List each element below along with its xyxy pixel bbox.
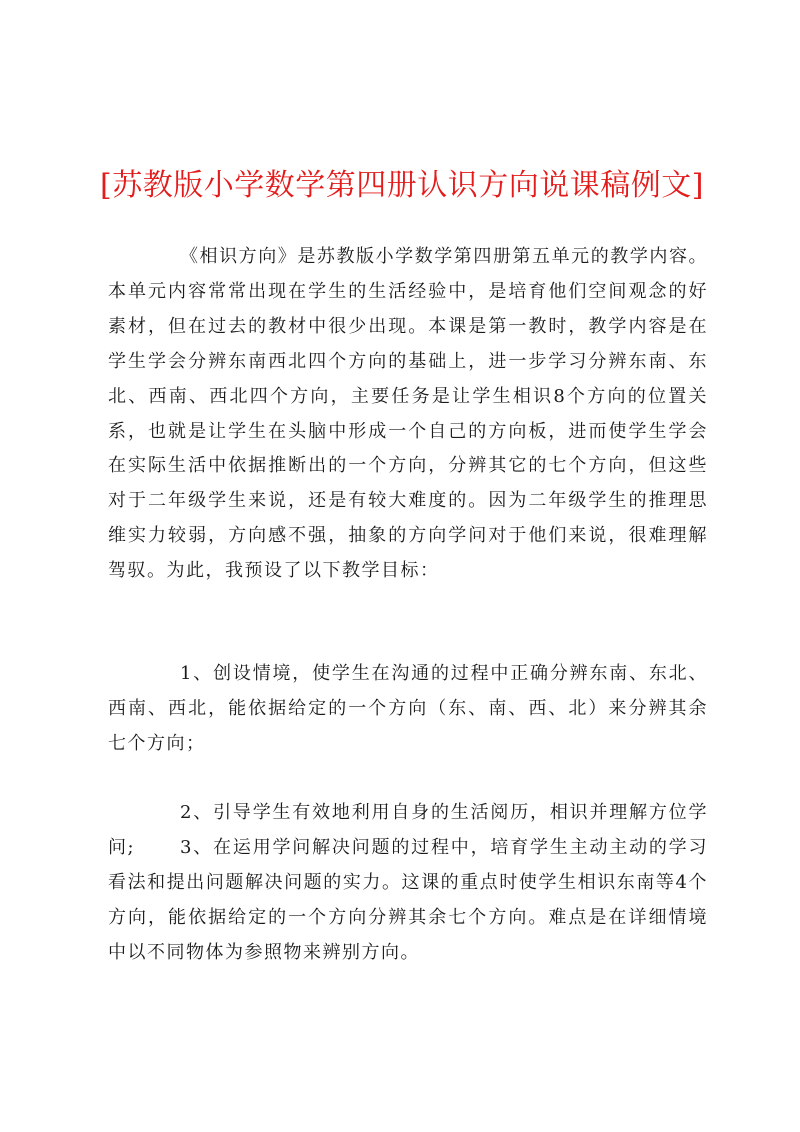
goal-3-paragraph: 3、在运用学问解决问题的过程中，培育学生主动主动的学习看法和提出问题解决问题的实力。这课的重点时使学生相识东南等4个方向，能依据给定的一个方向分辨其余七个方向。难点是在详细情境中以不同物体为参照物来辨别方向。	[108, 837, 708, 963]
goal-2-paragraph: 2、引导学生有效地利用自身的生活阅历，相识并理解方位学问;	[108, 802, 708, 858]
intro-paragraph: 《相识方向》是苏教版小学数学第四册第五单元的教学内容。本单元内容常常出现在学生的生活经验中，是培育他们空间观念的好素材，但在过去的教材中很少出现。本课是第一教时，教学内容是在学生学会分辨东南西北四个方向的基础上，进一步学习分辨东南、东北、西南、西北四个方向，主要任务是让学生相识8个方向的位置关系，也就是让学生在头脑中形成一个自己的方向板，进而使学生学会在实际生活中依据推断出的一个方向，分辨其它的七个方向，但这些对于二年级学生来说，还是有较大难度的。因为二年级学生的推理思维实力较弱，方向感不强，抽象的方向学问对于他们来说，很难理解驾驭。为此，我预设了以下教学目标：	[108, 246, 708, 582]
document-title: [苏教版小学数学第四册认识方向说课稿例文]	[100, 168, 704, 203]
goal-1-paragraph: 1、创设情境，使学生在沟通的过程中正确分辨东南、东北、西南、西北，能依据给定的一个方向（东、南、西、北）来分辨其余七个方向；	[108, 663, 708, 754]
